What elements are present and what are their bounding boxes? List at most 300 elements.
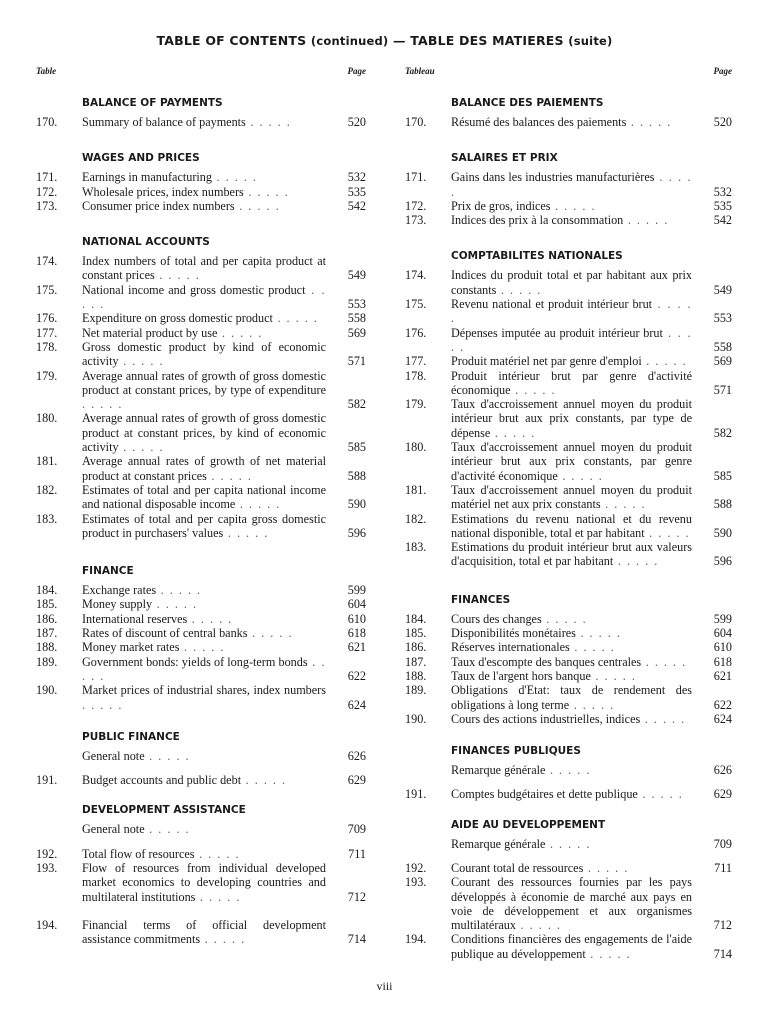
entry-title: Cours des changes	[451, 611, 542, 626]
page-ref: 588	[347, 468, 366, 483]
table-number: 189.	[36, 654, 58, 669]
toc-entry[interactable]	[36, 626, 366, 640]
toc-entry[interactable]	[36, 283, 366, 312]
table-number: 174.	[36, 254, 58, 269]
table-number: 192.	[36, 846, 58, 861]
toc-entry[interactable]	[36, 411, 366, 454]
dot-leader: . . . . .	[623, 213, 669, 228]
entry-title: Index numbers of total and per capita product at constant prices	[82, 254, 326, 283]
table-number: 171.	[36, 170, 58, 185]
table-number	[405, 763, 451, 777]
toc-entry[interactable]	[36, 483, 366, 512]
table-number: 172.	[405, 198, 427, 213]
entry-title: Taux de l'argent hors banque	[451, 668, 591, 683]
page-ref: 618	[713, 654, 732, 669]
table-label: Tableau	[405, 66, 435, 76]
toc-section	[405, 593, 732, 726]
section-title: BALANCE OF PAYMENTS	[82, 97, 223, 109]
page-ref: 610	[347, 611, 366, 626]
english-column	[36, 66, 366, 946]
page-ref: 709	[713, 836, 732, 851]
table-number: 175.	[405, 297, 427, 312]
section-title: FINANCES	[451, 593, 511, 606]
table-number: 170.	[36, 115, 58, 129]
dot-leader: . . . . .	[195, 889, 241, 904]
table-number: 182.	[405, 511, 427, 526]
dot-leader: . . . . .	[200, 932, 246, 947]
dot-leader: . . . . .	[640, 711, 686, 726]
dot-leader: . . . . .	[118, 440, 165, 455]
entry-title: Average annual rates of growth of gross domestic product at constant prices, by kind of economic activity	[82, 411, 326, 455]
section-title: SALAIRES ET PRIX	[451, 152, 558, 165]
dot-leader: . . . . .	[223, 525, 269, 540]
entry-title: Cours des actions industrielles, indices	[451, 711, 641, 726]
entry-title: Wholesale prices, index numbers	[82, 184, 244, 199]
toc-entry[interactable]	[36, 612, 366, 626]
dot-leader: . . . . .	[241, 773, 287, 788]
dot-leader: . . . . .	[118, 354, 165, 369]
entry-title: General note	[82, 748, 145, 763]
entry-title: Gross domestic product by kind of economic activity	[82, 339, 326, 369]
toc-entry[interactable]	[405, 326, 732, 355]
page-ref: 622	[347, 668, 366, 683]
page-ref: 709	[347, 822, 366, 837]
table-number: 172.	[36, 184, 58, 199]
entry-title: Average annual rates of growth of net material product at constant prices	[82, 454, 326, 483]
entry-title: Revenu national et produit intérieur brut	[451, 297, 653, 312]
dot-leader: . . . . .	[641, 654, 687, 669]
entry-title: Taux d'accroissement annuel moyen du produit intérieur brut aux prix constants, par type de dépense	[451, 397, 692, 440]
title-en-suffix: (continued)	[310, 34, 389, 48]
entry-title: Indices du produit total et par habitant aux prix constants	[451, 268, 692, 297]
page-ref: 535	[713, 198, 732, 213]
toc-entry[interactable]	[36, 918, 366, 947]
toc-section	[405, 249, 732, 568]
toc-entry[interactable]	[405, 712, 732, 726]
table-number: 193.	[36, 860, 58, 875]
dot-leader: . . . . .	[600, 497, 647, 512]
dot-leader: . . . . .	[82, 397, 123, 412]
table-number: 177.	[36, 325, 58, 340]
toc-entry[interactable]	[405, 540, 732, 569]
table-number: 185.	[405, 626, 427, 641]
page-ref: 582	[347, 397, 366, 412]
dot-leader: . . . . .	[641, 354, 688, 369]
dot-leader: . . . . .	[626, 115, 672, 129]
table-number: 179.	[36, 368, 58, 383]
entry-title: Rates of discount of central banks	[82, 626, 248, 641]
table-number: 175.	[36, 282, 58, 297]
toc-entry[interactable]	[405, 612, 732, 626]
table-number	[36, 822, 82, 836]
dot-leader: . . . . .	[82, 697, 123, 712]
table-number: 194.	[36, 917, 58, 932]
entry-title: Summary of balance of payments	[82, 115, 246, 129]
table-number: 180.	[36, 411, 58, 426]
entry-title: Taux d'escompte des banques centrales	[451, 654, 642, 669]
table-number: 173.	[405, 213, 427, 228]
toc-entry[interactable]	[36, 640, 366, 654]
table-number: 183.	[405, 540, 427, 555]
entry-title: Remarque générale	[451, 763, 546, 778]
toc-entry[interactable]	[405, 115, 732, 129]
table-number: 190.	[405, 711, 427, 726]
page-ref: 549	[347, 268, 366, 283]
page-ref: 558	[347, 311, 366, 326]
toc-entry[interactable]	[405, 932, 732, 961]
toc-entry[interactable]	[36, 597, 366, 611]
toc-entry[interactable]	[405, 440, 732, 483]
entry-title: Produit intérieur brut par genre d'activité économique	[451, 368, 692, 397]
page-ref: 582	[713, 425, 732, 440]
page-ref: 711	[714, 860, 732, 875]
table-number: 184.	[36, 583, 58, 598]
title-fr-suffix: (suite)	[568, 34, 613, 48]
dot-leader: . . . . .	[451, 170, 692, 199]
page-number: viii	[376, 979, 393, 993]
entry-title: Obligations d'Etat: taux de rendement des obligations à long terme	[451, 683, 692, 712]
entry-title: Indices des prix à la consommation	[451, 213, 624, 228]
toc-entry[interactable]	[405, 683, 732, 712]
entry-title: Courant total de ressources	[451, 860, 584, 875]
entry-title: Remarque générale	[451, 836, 546, 851]
toc-entry[interactable]	[36, 369, 366, 412]
table-number: 186.	[405, 640, 427, 655]
dot-leader: . . . . .	[247, 626, 293, 641]
dot-leader: . . . . .	[550, 198, 596, 213]
toc-section	[36, 730, 366, 788]
page-ref: 714	[347, 932, 366, 947]
table-number: 181.	[405, 482, 427, 497]
dot-leader: . . . . .	[557, 468, 604, 483]
table-label: Table	[36, 66, 57, 76]
page-ref: 618	[347, 626, 366, 641]
entry-title: Average annual rates of growth of gross domestic product at constant prices, by type of expenditure	[82, 368, 326, 397]
page-ref: 599	[347, 583, 366, 598]
dot-leader: . . . . .	[575, 626, 622, 641]
table-number: 173.	[36, 198, 58, 213]
toc-entry[interactable]	[405, 354, 732, 368]
table-number: 193.	[405, 875, 427, 890]
toc-entry[interactable]	[405, 268, 732, 297]
section-title: COMPTABILITES NATIONALES	[451, 250, 623, 263]
dot-leader: . . . . .	[613, 554, 659, 569]
dot-leader: . . . . .	[234, 198, 281, 213]
table-number: 188.	[36, 640, 58, 655]
page-ref: 624	[713, 711, 732, 726]
toc-entry[interactable]	[36, 847, 366, 861]
dot-leader: . . . . .	[637, 787, 684, 802]
dot-leader: . . . . .	[245, 115, 292, 129]
entry-title: Comptes budgétaires et dette publique	[451, 787, 638, 802]
dot-leader: . . . . .	[569, 640, 616, 655]
page-ref: 569	[347, 325, 366, 340]
toc-section	[36, 564, 366, 712]
toc-section	[405, 96, 732, 129]
toc-entry[interactable]	[405, 861, 732, 875]
dot-leader: . . . . .	[590, 668, 637, 683]
toc-entry[interactable]	[405, 397, 732, 440]
toc-entry[interactable]	[36, 512, 366, 541]
entry-title: Estimates of total and per capita national income and national disposable income	[82, 482, 326, 512]
page-ref: 622	[713, 697, 732, 712]
dot-leader: . . . . .	[585, 946, 632, 961]
entry-title: Gains dans les industries manufacturières	[451, 170, 655, 185]
toc-section	[405, 744, 732, 802]
section-title: PUBLIC FINANCE	[82, 730, 180, 743]
entry-title: General note	[82, 822, 145, 837]
dot-leader: . . . . .	[187, 611, 233, 626]
table-number: 187.	[36, 626, 58, 641]
toc-entry[interactable]	[36, 254, 366, 283]
dot-leader: . . . . .	[569, 697, 615, 712]
page-ref: 588	[713, 497, 732, 512]
title-en: TABLE OF CONTENTS	[156, 33, 307, 48]
section-title: WAGES AND PRICES	[82, 152, 200, 165]
toc-section	[36, 151, 366, 213]
title-fr: TABLE DES MATIERES	[410, 33, 564, 48]
table-number: 191.	[405, 787, 427, 802]
table-number: 171.	[405, 170, 427, 185]
table-number: 177.	[405, 354, 427, 369]
entry-title: Exchange rates	[82, 583, 157, 598]
page-ref: 549	[713, 282, 732, 297]
page-ref: 542	[713, 213, 732, 228]
table-number: 182.	[36, 482, 58, 497]
entry-title: Taux d'accroissement annuel moyen du produit intérieur brut aux prix constants, par genre d'activité économique	[451, 440, 692, 483]
page-ref: 520	[713, 115, 732, 129]
dot-leader: . . . . .	[451, 325, 692, 354]
toc-entry[interactable]	[36, 861, 366, 904]
entry-title: Budget accounts and public debt	[82, 773, 242, 788]
table-number: 189.	[405, 683, 427, 698]
toc-section	[36, 235, 366, 540]
page-ref: 712	[347, 889, 366, 904]
page-ref: 585	[713, 468, 732, 483]
dot-leader: . . . . .	[179, 640, 225, 655]
page-ref: 599	[713, 611, 732, 626]
entry-title: Résumé des balances des paiements	[451, 115, 627, 129]
dot-leader: . . . . .	[235, 497, 281, 512]
section-title: FINANCES PUBLIQUES	[451, 745, 581, 758]
entry-title: Taux d'accroissement annuel moyen du produit matériel net aux prix constants	[451, 482, 692, 512]
dot-leader: . . . . .	[154, 268, 201, 283]
table-number: 185.	[36, 597, 58, 612]
page-ref: 542	[347, 198, 366, 213]
entry-title: International reserves	[82, 611, 188, 626]
entry-title: National income and gross domestic product	[82, 282, 306, 297]
dot-leader: . . . . .	[82, 654, 326, 683]
toc-entry[interactable]	[36, 749, 366, 763]
toc-entry[interactable]	[36, 311, 366, 325]
toc-section	[405, 151, 732, 227]
dot-leader: . . . . .	[545, 763, 591, 778]
table-number: 178.	[36, 339, 58, 354]
toc-entry[interactable]	[405, 875, 732, 932]
dot-leader: . . . . .	[451, 297, 693, 326]
toc-entry[interactable]	[405, 199, 732, 213]
toc-entry[interactable]	[36, 170, 366, 184]
page-ref: 714	[713, 946, 732, 961]
toc-entry[interactable]	[405, 369, 732, 398]
entry-title: Dépenses imputée au produit intérieur brut	[451, 325, 663, 340]
toc-entry[interactable]	[405, 763, 732, 777]
entry-title: Earnings in manufacturing	[82, 170, 212, 185]
toc-entry[interactable]	[36, 185, 366, 199]
french-column	[405, 66, 732, 961]
table-number: 186.	[36, 611, 58, 626]
dot-leader: . . . . .	[490, 425, 536, 440]
page-ref: 624	[347, 697, 366, 712]
entry-title: Courant des ressources fournies par les pays développés à économie de marché aux pays en voie de développement et aux organismes multilatéraux	[451, 875, 692, 933]
entry-title: Financial terms of official development assistance commitments	[82, 917, 326, 947]
toc-entry[interactable]	[36, 199, 366, 213]
toc-entry[interactable]	[405, 483, 732, 512]
entry-title: Conditions financières des engagements de l'aide publique au développement	[451, 932, 692, 961]
page-title	[0, 33, 769, 48]
table-number: 194.	[405, 932, 427, 947]
dot-leader: . . . . .	[243, 184, 290, 199]
dot-leader: . . . . .	[194, 846, 240, 861]
table-number: 180.	[405, 440, 427, 455]
table-number: 192.	[405, 860, 427, 875]
toc-section	[405, 818, 732, 961]
section-title: DEVELOPMENT ASSISTANCE	[82, 804, 246, 817]
page-label: Page	[713, 66, 732, 76]
dot-leader: . . . . .	[510, 382, 557, 397]
page-ref: 571	[713, 382, 732, 397]
entry-title: Total flow of resources	[82, 846, 195, 861]
entry-title: Disponibilités monétaires	[451, 626, 576, 641]
page-ref: 558	[713, 339, 732, 354]
dot-leader: . . . . .	[156, 583, 202, 598]
toc-entry[interactable]	[36, 115, 366, 129]
toc-entry[interactable]	[405, 512, 732, 541]
page-ref: 621	[713, 668, 732, 683]
page-ref: 585	[347, 440, 366, 455]
dot-leader: . . . . .	[496, 282, 542, 297]
toc-entry[interactable]	[405, 213, 732, 227]
dot-leader: . . . . .	[515, 918, 562, 933]
table-number: 187.	[405, 654, 427, 669]
page-ref: 604	[713, 626, 732, 641]
page-ref: 712	[713, 918, 732, 933]
toc-entry[interactable]	[405, 170, 732, 199]
dot-leader: . . . . .	[211, 170, 258, 185]
dot-leader: . . . . .	[272, 311, 319, 326]
table-number: 179.	[405, 397, 427, 412]
dot-leader: . . . . .	[541, 611, 588, 626]
dot-leader: . . . . .	[206, 468, 253, 483]
toc-entry[interactable]	[36, 340, 366, 369]
table-number: 174.	[405, 268, 427, 283]
dot-leader: . . . . .	[152, 597, 198, 612]
toc-entry[interactable]	[36, 326, 366, 340]
entry-title: Prix de gros, indices	[451, 198, 551, 213]
entry-title: Market prices of industrial shares, index numbers	[82, 683, 326, 698]
dot-leader: . . . . .	[144, 822, 191, 837]
page-ref: 626	[713, 763, 732, 778]
column-header	[405, 66, 732, 82]
section-title: FINANCE	[82, 565, 134, 578]
table-number: 176.	[36, 311, 58, 326]
page-ref: 520	[347, 115, 366, 129]
section-title: AIDE AU DEVELOPPEMENT	[451, 818, 606, 831]
toc-entry[interactable]	[405, 655, 732, 669]
entry-title: Estimations du revenu national et du revenu national disponible, total et par habitant	[451, 511, 692, 540]
page-ref: 571	[347, 354, 366, 369]
page-ref: 596	[347, 525, 366, 540]
page-ref: 629	[713, 787, 732, 802]
section-title: BALANCE DES PAIEMENTS	[451, 97, 604, 109]
page-ref: 621	[347, 640, 366, 655]
toc-entry[interactable]	[36, 655, 366, 684]
dot-leader: . . . . .	[644, 525, 691, 540]
toc-entry[interactable]	[36, 773, 366, 787]
table-number: 176.	[405, 325, 427, 340]
table-number: 181.	[36, 454, 58, 469]
toc-entry[interactable]	[405, 787, 732, 801]
toc-entry[interactable]	[405, 626, 732, 640]
page-ref: 569	[713, 354, 732, 369]
entry-title: Money supply	[82, 597, 153, 612]
page-ref: 610	[713, 640, 732, 655]
page-ref: 553	[713, 311, 732, 326]
entry-title: Flow of resources from individual developed market economics to developing countries and multilateral institutions	[82, 860, 326, 904]
page-ref: 590	[347, 497, 366, 512]
entry-title: Produit matériel net par genre d'emploi	[451, 354, 642, 369]
page-ref: 553	[347, 297, 366, 312]
toc-entry[interactable]	[405, 837, 732, 851]
toc-entry[interactable]	[36, 583, 366, 597]
table-number: 183.	[36, 511, 58, 526]
page-ref: 532	[347, 170, 366, 185]
table-number: 191.	[36, 773, 58, 788]
toc-entry[interactable]	[36, 822, 366, 836]
entry-title: Money market rates	[82, 640, 180, 655]
toc-entry[interactable]	[36, 454, 366, 483]
table-number: 170.	[405, 115, 427, 129]
page-ref: 535	[347, 184, 366, 199]
page-ref: 626	[347, 748, 366, 763]
entry-title: Consumer price index numbers	[82, 198, 235, 213]
table-number: 184.	[405, 611, 427, 626]
toc-entry[interactable]	[405, 297, 732, 326]
page-ref: 596	[713, 554, 732, 569]
title-dash: —	[392, 33, 406, 48]
table-number	[36, 749, 82, 763]
toc-entry[interactable]	[405, 640, 732, 654]
dot-leader: . . . . .	[144, 748, 191, 763]
page-ref: 711	[348, 846, 366, 861]
dot-leader: . . . . .	[583, 860, 629, 875]
dot-leader: . . . . .	[82, 282, 326, 312]
toc-section	[36, 96, 366, 129]
page-ref: 590	[713, 525, 732, 540]
table-number: 190.	[36, 683, 58, 698]
entry-title: Government bonds: yields of long-term bonds	[82, 654, 308, 669]
toc-section	[36, 803, 366, 946]
toc-entry[interactable]	[405, 669, 732, 683]
section-title: NATIONAL ACCOUNTS	[82, 236, 210, 249]
entry-title: Réserves internationales	[451, 640, 570, 655]
dot-leader: . . . . .	[217, 325, 263, 340]
page-ref: 629	[347, 773, 366, 788]
entry-title: Estimations du produit intérieur brut aux valeurs d'acquisition, total et par habitant	[451, 540, 692, 569]
entry-title: Net material product by use	[82, 325, 218, 340]
toc-entry[interactable]	[36, 683, 366, 712]
dot-leader: . . . . .	[545, 836, 591, 851]
